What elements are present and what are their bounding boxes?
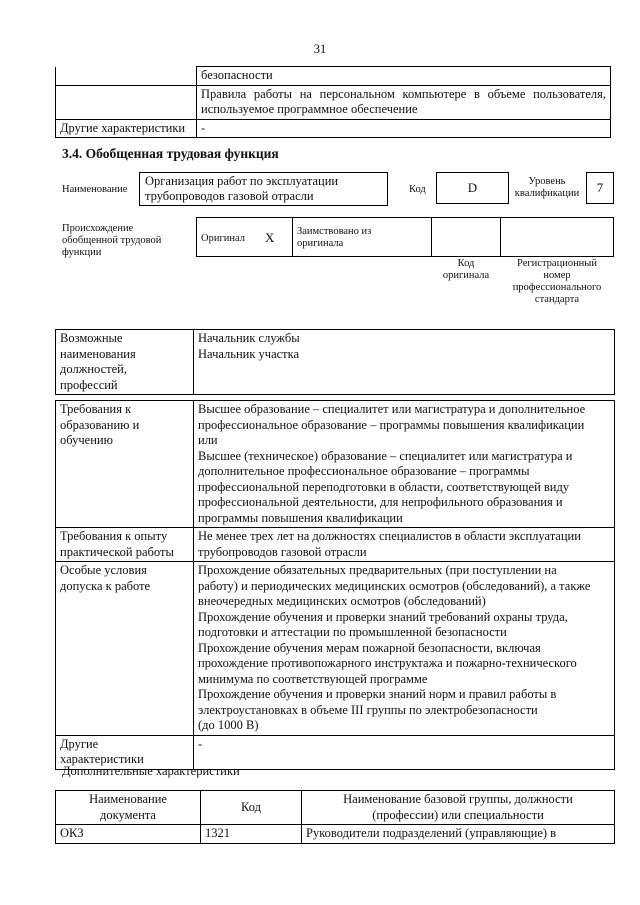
name-line-2: трубопроводов газовой отрасли	[145, 189, 314, 203]
name-label: Наименование	[62, 184, 128, 195]
education-label-line-3: обучению	[60, 433, 113, 447]
additional-table	[55, 790, 615, 844]
borrowed-line-2: оригинала	[297, 238, 344, 249]
level-label	[510, 176, 584, 200]
original-mark: X	[265, 230, 275, 245]
experience-line-2: трубопроводов газовой отрасли	[198, 544, 367, 559]
row-doc: ОКЗ	[56, 825, 201, 844]
borrowed-label	[297, 226, 371, 250]
education-label-line-1: Требования к	[60, 402, 132, 416]
additional-col3-header	[302, 791, 615, 825]
reg-caption-line-2: номер	[543, 270, 571, 281]
code-caption-line-2: оригинала	[442, 270, 490, 281]
positions-label-line-1: Возможные	[60, 331, 123, 345]
origin-reg-cell	[500, 217, 614, 257]
other-value: -	[194, 735, 615, 769]
section-title: 3.4. Обобщенная трудовая функция	[62, 146, 279, 161]
experience-label	[56, 528, 194, 562]
additional-col2-header: Код	[201, 791, 302, 825]
borrowed-line-1: Заимствовано из	[297, 226, 372, 237]
origin-label-line-2: обобщенной трудовой	[62, 235, 162, 246]
level-label-line-1: Уровень	[528, 176, 566, 187]
level-value: 7	[596, 180, 604, 195]
experience-label-line-1: Требования к опыту	[60, 529, 168, 543]
table-row	[56, 825, 615, 844]
conditions-line-6: Прохождение обучения мерам пожарной безопасности, включая	[198, 640, 541, 655]
conditions-line-8: минимума по соответствующей программе	[198, 671, 428, 686]
code-label: Код	[409, 184, 426, 195]
origin-label	[62, 223, 161, 259]
origin-label-line-1: Происхождение	[62, 223, 134, 234]
positions-label	[56, 330, 194, 395]
education-label	[56, 401, 194, 528]
reg-caption-line-3: профессионального	[512, 282, 602, 293]
col3-line-2: (профессии) или специальности	[372, 807, 544, 822]
education-value	[194, 401, 615, 528]
conditions-label	[56, 562, 194, 736]
experience-line-1: Не менее трех лет на должностях специалистов в области эксплуатации	[198, 529, 581, 543]
other-label-line-2: характеристики	[60, 752, 144, 766]
top-row2-value: Правила работы на персональном компьютере в объеме пользователя, используемое программное обеспечение	[197, 85, 611, 119]
conditions-label-line-1: Особые условия	[60, 563, 147, 577]
education-line-8: программы повышения квалификации	[198, 510, 403, 525]
education-line-3: или	[198, 433, 218, 447]
conditions-line-2: работу) и периодических медицинских осмотров (обследований), а также	[198, 578, 591, 593]
top-row1-value: безопасности	[197, 67, 611, 86]
education-label-line-2: образованию и	[60, 417, 140, 432]
education-line-4: Высшее (техническое) образование – специалитет или магистратура и	[198, 448, 573, 463]
origin-borrowed-cell	[292, 217, 432, 257]
conditions-line-4: Прохождение обучения и проверки знаний требований охраны труда,	[198, 609, 568, 624]
top-row3-value: -	[197, 119, 611, 138]
conditions-line-10: электроустановках в объеме III группы по электробезопасности	[198, 702, 538, 717]
requirements-table	[55, 400, 615, 770]
additional-col1-header	[56, 791, 201, 825]
education-line-2: профессиональное образование – программы повышения квалификации	[198, 417, 585, 432]
additional-title: Дополнительные характеристики	[62, 764, 240, 778]
row-name: Руководители подразделений (управляющие) в	[302, 825, 615, 844]
education-line-5: дополнительное профессиональное образование – программы	[198, 464, 530, 478]
name-line-1: Организация работ по эксплуатации	[145, 174, 339, 188]
positions-label-line-2: наименования	[60, 346, 136, 361]
other-label-line-1: Другие	[60, 736, 99, 751]
education-line-6: профессиональной переподготовки в области, соответствующей виду	[198, 479, 570, 494]
origin-original-cell	[196, 217, 293, 257]
conditions-line-5: подготовки и аттестации по промышленной безопасности	[198, 625, 507, 639]
col3-line-1: Наименование базовой группы, должности	[343, 792, 573, 806]
conditions-label-line-2: допуска к работе	[60, 578, 151, 593]
code-caption-line-1: Код	[457, 258, 475, 269]
top-table	[55, 66, 611, 138]
origin-code-cell	[431, 217, 501, 257]
position-item: Начальник службы	[198, 331, 300, 345]
page-number: 31	[313, 42, 327, 56]
name-box	[139, 172, 388, 206]
conditions-line-9: Прохождение обучения и проверки знаний норм и правил работы в	[198, 687, 557, 701]
level-label-line-2: квалификации	[514, 188, 580, 199]
experience-label-line-2: практической работы	[60, 544, 174, 559]
positions-label-line-4: профессий	[60, 377, 118, 392]
education-line-1: Высшее образование – специалитет или магистратура и дополнительное	[198, 402, 586, 416]
position-item: Начальник участка	[198, 346, 300, 361]
code-box	[436, 172, 509, 204]
col1-line-1: Наименование	[89, 792, 167, 806]
code-value: D	[467, 180, 478, 195]
conditions-line-3: внеочередных медицинских осмотров (обследований)	[198, 594, 486, 608]
original-label: Оригинал	[201, 233, 245, 244]
level-box	[586, 172, 614, 204]
origin-label-line-3: функции	[62, 247, 102, 258]
positions-values	[194, 330, 615, 395]
conditions-line-1: Прохождение обязательных предварительных (при поступлении на	[198, 563, 557, 577]
conditions-value	[194, 562, 615, 736]
top-row3-label: Другие характеристики	[56, 119, 197, 138]
row-code: 1321	[201, 825, 302, 844]
col1-line-2: документа	[100, 807, 156, 822]
positions-label-line-3: должностей,	[60, 362, 127, 376]
positions-table	[55, 329, 615, 395]
reg-caption-line-1: Регистрационный	[517, 258, 597, 269]
education-line-7: профессиональной деятельности, для непрофильного образования и	[198, 495, 563, 509]
code-caption	[431, 258, 501, 282]
conditions-line-7: прохождение противопожарного инструктажа и пожарно-технического	[198, 656, 577, 670]
reg-caption-line-4: стандарта	[534, 294, 580, 305]
conditions-line-11: (до 1000 В)	[198, 718, 259, 732]
reg-caption	[500, 258, 614, 306]
experience-value	[194, 528, 615, 562]
